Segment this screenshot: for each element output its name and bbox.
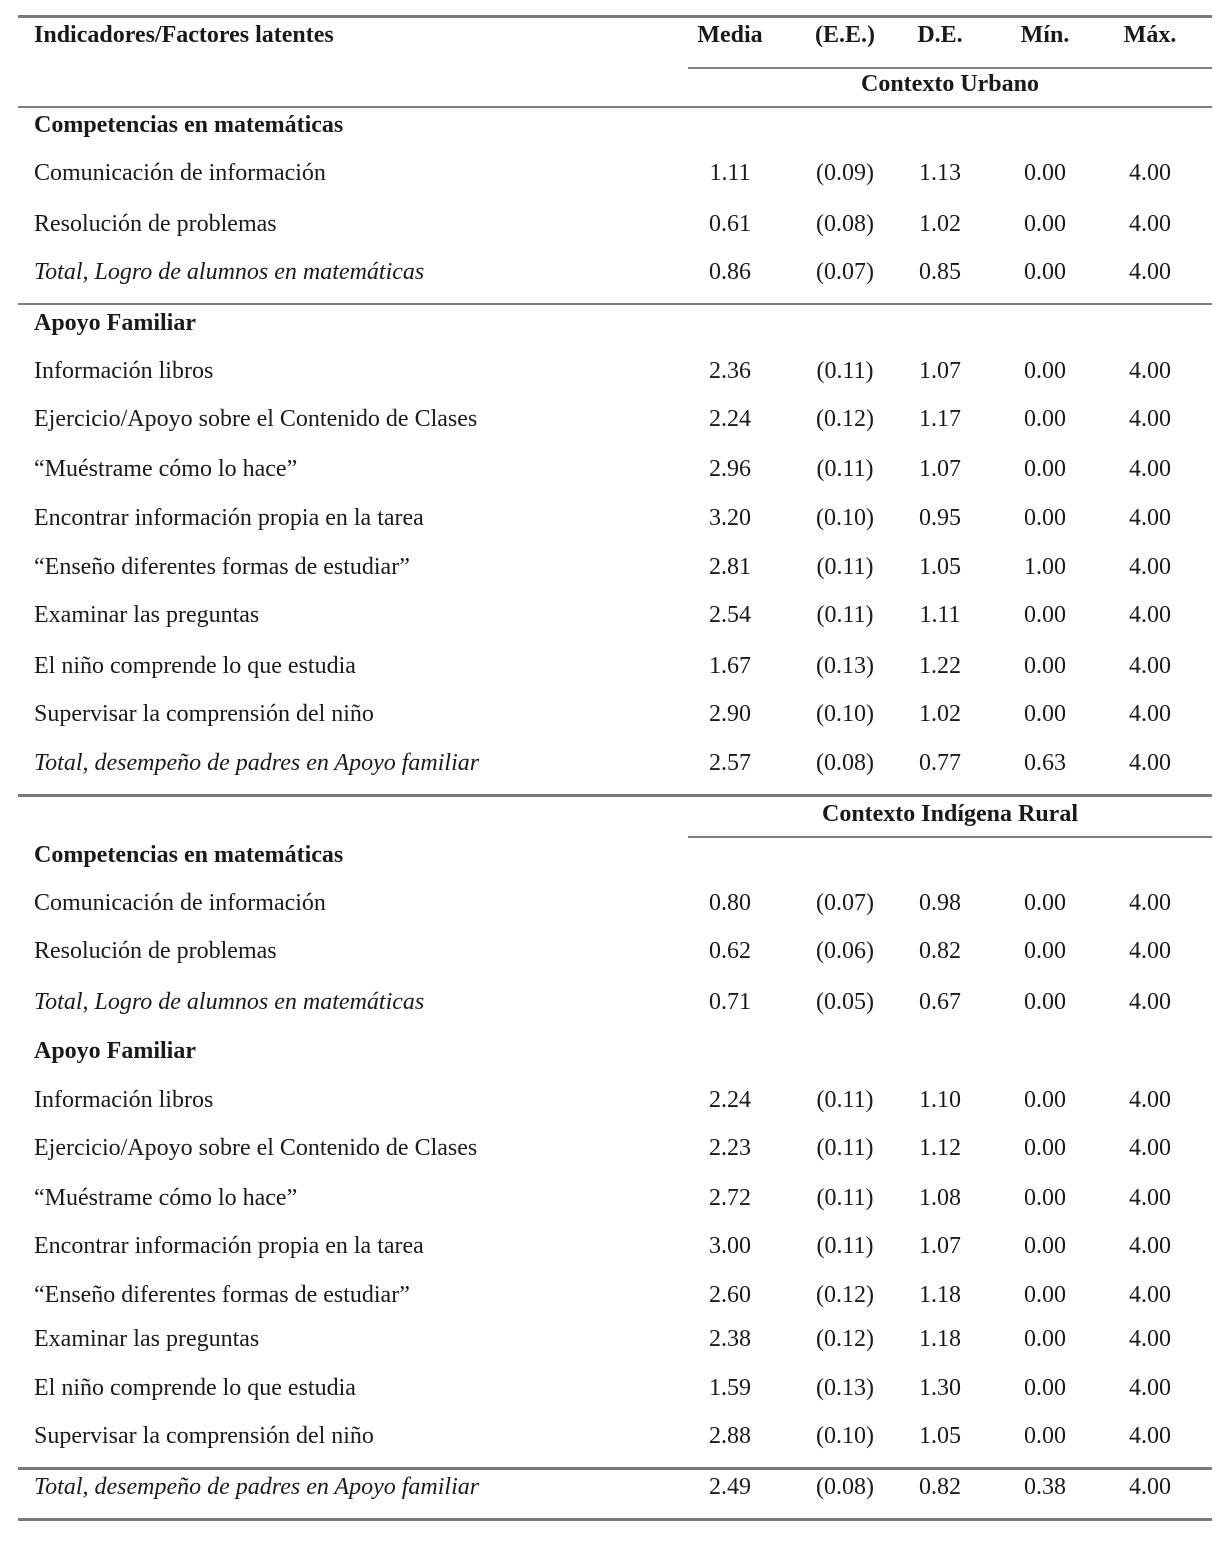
row-label: Información libros — [34, 1087, 214, 1113]
cell-max: 4.00 — [1129, 1474, 1171, 1500]
cell-de: 0.82 — [919, 1474, 961, 1500]
row-label: Examinar las preguntas — [34, 1326, 260, 1352]
section-heading: Apoyo Familiar — [34, 310, 196, 336]
cell-max: 4.00 — [1129, 653, 1171, 679]
row-label: El niño comprende lo que estudia — [34, 653, 356, 679]
cell-ee: (0.07) — [816, 259, 874, 285]
cell-ee: (0.05) — [816, 989, 874, 1015]
cell-max: 4.00 — [1129, 1087, 1171, 1113]
cell-de: 1.05 — [919, 554, 961, 580]
section-heading: Apoyo Familiar — [34, 1038, 196, 1064]
cell-de: 0.95 — [919, 505, 961, 531]
row-label: Información libros — [34, 358, 214, 384]
cell-min: 0.63 — [1024, 750, 1066, 776]
cell-max: 4.00 — [1129, 1423, 1171, 1449]
cell-min: 0.00 — [1024, 456, 1066, 482]
cell-media: 2.23 — [709, 1135, 751, 1161]
cell-media: 0.61 — [709, 211, 751, 237]
cell-media: 2.90 — [709, 701, 751, 727]
table-rule — [18, 15, 1212, 18]
cell-ee: (0.11) — [816, 554, 874, 580]
cell-min: 0.00 — [1024, 938, 1066, 964]
table-rule — [688, 67, 1212, 69]
cell-min: 0.00 — [1024, 259, 1066, 285]
cell-min: 0.00 — [1024, 1326, 1066, 1352]
table-rule — [18, 106, 1212, 108]
row-label: Encontrar información propia en la tarea — [34, 505, 424, 531]
cell-min: 0.00 — [1024, 1087, 1066, 1113]
cell-de: 0.82 — [919, 938, 961, 964]
cell-de: 1.07 — [919, 1233, 961, 1259]
cell-media: 0.71 — [709, 989, 751, 1015]
table-rule — [18, 1467, 1212, 1470]
row-label: “Muéstrame cómo lo hace” — [34, 456, 298, 482]
row-label: “Enseño diferentes formas de estudiar” — [34, 554, 410, 580]
cell-de: 1.30 — [919, 1375, 961, 1401]
cell-max: 4.00 — [1129, 1135, 1171, 1161]
total-row-label: Total, desempeño de padres en Apoyo familiar — [34, 750, 480, 776]
cell-ee: (0.12) — [816, 406, 874, 432]
cell-media: 3.00 — [709, 1233, 751, 1259]
cell-min: 0.00 — [1024, 989, 1066, 1015]
header-de: D.E. — [917, 22, 963, 48]
header-indicator: Indicadores/Factores latentes — [34, 22, 334, 48]
row-label: Ejercicio/Apoyo sobre el Contenido de Clases — [34, 406, 478, 432]
cell-min: 0.00 — [1024, 701, 1066, 727]
cell-max: 4.00 — [1129, 701, 1171, 727]
cell-media: 2.24 — [709, 1087, 751, 1113]
context-title: Contexto Urbano — [861, 71, 1039, 97]
cell-min: 0.00 — [1024, 160, 1066, 186]
cell-min: 0.00 — [1024, 1282, 1066, 1308]
cell-media: 0.80 — [709, 890, 751, 916]
cell-min: 0.00 — [1024, 505, 1066, 531]
cell-max: 4.00 — [1129, 358, 1171, 384]
cell-min: 0.00 — [1024, 653, 1066, 679]
row-label: Resolución de problemas — [34, 938, 277, 964]
cell-ee: (0.11) — [816, 1135, 874, 1161]
row-label: El niño comprende lo que estudia — [34, 1375, 356, 1401]
cell-media: 2.88 — [709, 1423, 751, 1449]
cell-ee: (0.06) — [816, 938, 874, 964]
cell-de: 1.05 — [919, 1423, 961, 1449]
table-rule — [688, 836, 1212, 838]
row-label: Examinar las preguntas — [34, 602, 260, 628]
cell-de: 1.13 — [919, 160, 961, 186]
cell-de: 0.98 — [919, 890, 961, 916]
cell-media: 1.11 — [709, 160, 751, 186]
section-heading: Competencias en matemáticas — [34, 112, 344, 138]
cell-de: 1.18 — [919, 1326, 961, 1352]
cell-ee: (0.11) — [816, 456, 874, 482]
cell-ee: (0.11) — [816, 1185, 874, 1211]
cell-max: 4.00 — [1129, 406, 1171, 432]
total-row-label: Total, desempeño de padres en Apoyo familiar — [34, 1474, 480, 1500]
context-title: Contexto Indígena Rural — [821, 801, 1079, 827]
cell-max: 4.00 — [1129, 211, 1171, 237]
cell-min: 0.00 — [1024, 1375, 1066, 1401]
cell-media: 0.62 — [709, 938, 751, 964]
cell-de: 1.22 — [919, 653, 961, 679]
cell-min: 0.00 — [1024, 1423, 1066, 1449]
cell-ee: (0.07) — [816, 890, 874, 916]
cell-ee: (0.09) — [816, 160, 874, 186]
cell-max: 4.00 — [1129, 456, 1171, 482]
cell-media: 2.38 — [709, 1326, 751, 1352]
row-label: “Muéstrame cómo lo hace” — [34, 1185, 298, 1211]
cell-media: 1.67 — [709, 653, 751, 679]
cell-max: 4.00 — [1129, 259, 1171, 285]
cell-media: 2.57 — [709, 750, 751, 776]
cell-de: 1.12 — [919, 1135, 961, 1161]
cell-de: 0.77 — [919, 750, 961, 776]
header-ee: (E.E.) — [815, 22, 875, 48]
row-label: Comunicación de información — [34, 160, 326, 186]
total-row-label: Total, Logro de alumnos en matemáticas — [34, 989, 425, 1015]
cell-min: 0.00 — [1024, 1185, 1066, 1211]
cell-de: 1.02 — [919, 211, 961, 237]
cell-media: 0.86 — [709, 259, 751, 285]
cell-max: 4.00 — [1129, 989, 1171, 1015]
header-max: Máx. — [1123, 22, 1177, 48]
cell-min: 0.00 — [1024, 1233, 1066, 1259]
cell-ee: (0.10) — [816, 505, 874, 531]
cell-max: 4.00 — [1129, 1185, 1171, 1211]
cell-media: 2.81 — [709, 554, 751, 580]
total-row-label: Total, Logro de alumnos en matemáticas — [34, 259, 425, 285]
cell-min: 0.00 — [1024, 602, 1066, 628]
cell-ee: (0.13) — [816, 1375, 874, 1401]
cell-ee: (0.08) — [816, 750, 874, 776]
cell-max: 4.00 — [1129, 750, 1171, 776]
row-label: “Enseño diferentes formas de estudiar” — [34, 1282, 410, 1308]
cell-ee: (0.11) — [816, 602, 874, 628]
header-media: Media — [697, 22, 763, 48]
cell-min: 0.00 — [1024, 358, 1066, 384]
cell-de: 0.67 — [919, 989, 961, 1015]
header-min: Mín. — [1020, 22, 1070, 48]
cell-media: 2.24 — [709, 406, 751, 432]
row-label: Resolución de problemas — [34, 211, 277, 237]
cell-media: 2.60 — [709, 1282, 751, 1308]
row-label: Supervisar la comprensión del niño — [34, 1423, 374, 1449]
cell-ee: (0.11) — [816, 1233, 874, 1259]
cell-max: 4.00 — [1129, 160, 1171, 186]
row-label: Ejercicio/Apoyo sobre el Contenido de Clases — [34, 1135, 478, 1161]
cell-ee: (0.13) — [816, 653, 874, 679]
section-heading: Competencias en matemáticas — [34, 842, 344, 868]
cell-ee: (0.10) — [816, 1423, 874, 1449]
cell-max: 4.00 — [1129, 1233, 1171, 1259]
cell-ee: (0.08) — [816, 1474, 874, 1500]
cell-ee: (0.11) — [816, 1087, 874, 1113]
cell-min: 0.00 — [1024, 211, 1066, 237]
cell-min: 1.00 — [1024, 554, 1066, 580]
cell-media: 2.54 — [709, 602, 751, 628]
cell-max: 4.00 — [1129, 602, 1171, 628]
cell-de: 1.11 — [919, 602, 961, 628]
cell-ee: (0.08) — [816, 211, 874, 237]
cell-media: 2.96 — [709, 456, 751, 482]
cell-min: 0.38 — [1024, 1474, 1066, 1500]
cell-max: 4.00 — [1129, 554, 1171, 580]
cell-max: 4.00 — [1129, 1326, 1171, 1352]
cell-ee: (0.11) — [816, 358, 874, 384]
row-label: Encontrar información propia en la tarea — [34, 1233, 424, 1259]
cell-max: 4.00 — [1129, 938, 1171, 964]
cell-min: 0.00 — [1024, 890, 1066, 916]
cell-media: 1.59 — [709, 1375, 751, 1401]
cell-de: 1.10 — [919, 1087, 961, 1113]
cell-ee: (0.10) — [816, 701, 874, 727]
cell-de: 1.18 — [919, 1282, 961, 1308]
cell-media: 3.20 — [709, 505, 751, 531]
cell-max: 4.00 — [1129, 505, 1171, 531]
row-label: Comunicación de información — [34, 890, 326, 916]
row-label: Supervisar la comprensión del niño — [34, 701, 374, 727]
cell-ee: (0.12) — [816, 1326, 874, 1352]
cell-de: 1.08 — [919, 1185, 961, 1211]
cell-de: 1.02 — [919, 701, 961, 727]
cell-min: 0.00 — [1024, 1135, 1066, 1161]
cell-de: 1.07 — [919, 358, 961, 384]
cell-min: 0.00 — [1024, 406, 1066, 432]
cell-media: 2.36 — [709, 358, 751, 384]
cell-de: 0.85 — [919, 259, 961, 285]
table-rule — [18, 794, 1212, 797]
cell-ee: (0.12) — [816, 1282, 874, 1308]
cell-max: 4.00 — [1129, 1375, 1171, 1401]
cell-max: 4.00 — [1129, 1282, 1171, 1308]
cell-media: 2.72 — [709, 1185, 751, 1211]
cell-max: 4.00 — [1129, 890, 1171, 916]
table-rule — [18, 1518, 1212, 1521]
cell-de: 1.17 — [919, 406, 961, 432]
table-rule — [18, 303, 1212, 305]
cell-de: 1.07 — [919, 456, 961, 482]
cell-media: 2.49 — [709, 1474, 751, 1500]
